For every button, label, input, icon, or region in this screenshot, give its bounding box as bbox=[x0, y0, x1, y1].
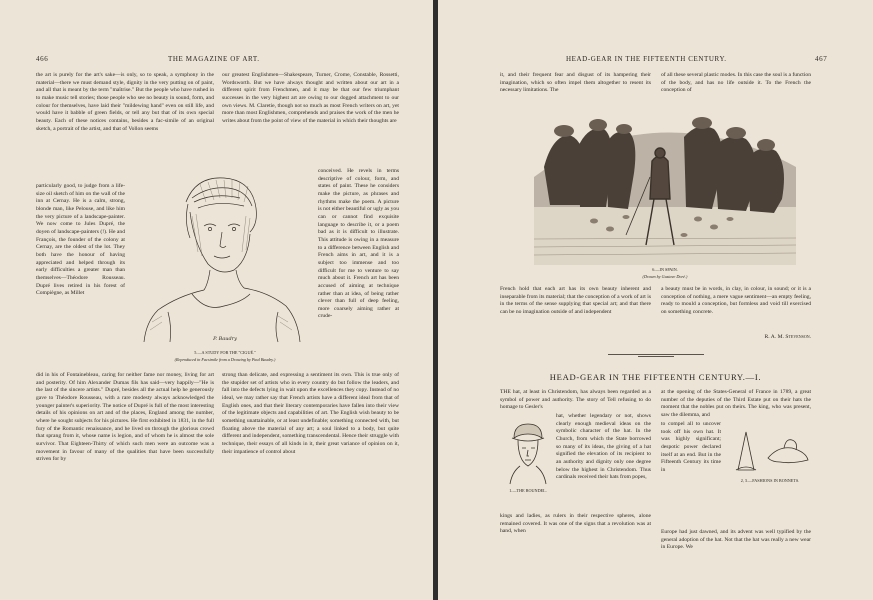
article-text: kings and ladies, as rulers in their respective spheres, alone remained covered. It was one of the signs that a revolution was at hand, when bbox=[500, 513, 651, 535]
article-text: hat, whether legendary or not, shows clearly enough medieval ideas on the symbolic character of the hat. In the Church, from which the State borrowed so many of its ideas, the giving of a hat signified the elevation of its recipient to an authority and dignity only one degree below the highest in Christendom. Thus cardinals received their hats from popes, bbox=[556, 413, 651, 481]
page-number: 466 bbox=[36, 55, 49, 63]
section-divider bbox=[608, 354, 704, 355]
page-number: 467 bbox=[815, 55, 828, 63]
body-text: conceived. He revels in terms descriptive of colour, form, and states of paint. These he considers make the picture, as phrases and rhythms make the poem. A picture is not either beautiful or ugly as you can or cannot find exquisite language to describe it, or a poem bad as it is difficult to illustrate. This attitude is owing in a measure to a difference between English and French aims in art, and it is a subject too immense and too difficult for me to venture to say much about it. French art has been accused of aiming at technique rather than at idea, of being rather clever than full of deep feeling, more coarsely aiming rather at crude- bbox=[318, 168, 399, 320]
article-title: HEAD-GEAR IN THE FIFTEENTH CENTURY.—I. bbox=[549, 372, 762, 382]
illustration-caption: 6.—IN SPAIN. bbox=[652, 267, 678, 272]
artist-signature: P. Baudry bbox=[213, 336, 237, 342]
figure-credit: (Reproduced in Facsimile from a Drawing by Paul Baudry.) bbox=[174, 357, 276, 362]
body-text: our greatest Englishmen—Shakespeare, Turner, Crome, Constable, Rossetti, Wordsworth. But we have always thought and written about our art in a different spirit from Frenchmen, and it may be that our few triumphant successes in the very highest art are owing to our dogged attachment to our own views. M. Claretie, though not so much as most French writers on art, yet more than most Englishmen, comprehends and praises the work of the men he writes about from the point of view of the material in which their thoughts are bbox=[222, 72, 399, 124]
roundel-headgear-figure bbox=[504, 420, 552, 486]
author-signature: R. A. M. Stevenson. bbox=[764, 334, 811, 340]
figure-caption: 5.—A STUDY FOR THE "CIGUË." bbox=[194, 350, 256, 355]
article-intro: THE hat, at least in Christendom, has always been regarded as a symbol of power and authority. The story of Tell refusing to do homage to Gesler's bbox=[500, 389, 651, 411]
right-page bbox=[438, 0, 873, 600]
portrait-sketch bbox=[128, 172, 314, 348]
running-head: HEAD-GEAR IN THE FIFTEENTH CENTURY. bbox=[566, 55, 727, 63]
bonnet-fashions-figure bbox=[728, 424, 812, 476]
body-text: French hold that each art has its own beauty inherent and inseparable from its material; that the conception of a work of art is in the terms of the sense supplying that special art; and that there can be no imagination outside of and independent bbox=[500, 286, 651, 315]
left-page bbox=[0, 0, 433, 600]
figure-caption: 1.—THE ROUNDEL. bbox=[509, 488, 547, 493]
illustration-credit: (Drawn by Gustave Doré.) bbox=[642, 274, 688, 279]
body-text: the art is purely for the art's sake—is only, so to speak, a symphony in the material—there we must demand style, dignity in the very putting on of paint, and all that is meant by the term "maîtrise." But the people who have rushed in to make music tell stories; those people who see no beauty in sound, form, and colour for themselves, have laid their "mildewing hand" even on still life, and would have it babble of green fields, or tell any but that of its own special beauty. Each of these notices contains, besides a fac-simile of an original sketch, a portrait of the artist, and that of Vollon seems bbox=[36, 72, 214, 132]
body-text: it, and their frequent fear and disgust of its hampering their imagination, which so often impel them altogether to resent its necessary limitations. The bbox=[500, 72, 651, 94]
article-text: Europe had just dawned, and its advent was well typified by the general adoption of the hat. Not that the hat was really a new wear in Europe. We bbox=[661, 529, 811, 551]
body-text: of all these several plastic modes. In this case the soul is a function of the body, and has no life outside it. To the French the conception of bbox=[661, 72, 811, 94]
body-text: did in his of Fontainebleau, caring for neither fame nor money, living for art and posterity. Of him Alexander Dumas fils has said—very happily—"He is the last of the sincere artists." Dupré, besides all the actual help he generously gave to Théodore Rousseau, with a rare modesty always acknowledged the younger painter's superiority. The notice of Dupré is full of the most interesting details of his opinions on art and of the places, England among the number, where he sought subjects for his pictures. He first exhibited in 1831, in the full fury of the Romantic renaissance, and he lived on through the glorious crowd that sprang from it, whose name is legion, and of whom he is almost the sole survivor. That Eighteen-Thirty of which such men were an outcome was a movement in favour of many of the qualities that have been successfully striven for by bbox=[36, 372, 214, 463]
article-text: at the opening of the States-General of France in 1789, a great number of the deputies of the Third Estate put on their hats the moment that the nobles put on theirs. The king, who was present, saw the dilemma, and bbox=[661, 389, 811, 418]
body-text: a beauty must be in words, in clay, in colour, in sound; or it is a conception of nothing, a mere vague sentiment—an empty feeling, ready to mould a conception, but formless and void till exercised on something concrete. bbox=[661, 286, 811, 315]
article-text: to compel all to uncover took off his own hat. It was highly significant; despotic power declared itself at an end. But in the Fifteenth Century its time in bbox=[661, 421, 721, 473]
running-head: THE MAGAZINE OF ART. bbox=[168, 55, 260, 63]
body-text: particularly good, to judge from a life-size oil sketch of him on the wall of the inn at Cernay. He is a calm, strong, blonde man, like Pelouse, and like him the very picture of a landscape-painter. We now come to Jules Dupré, the doyen of landscape-painters (!). He and François, the founder of the colony at Cernay, are the oldest of the lot. They both have the honour of having appreciated and helped through its early difficulties a greater man than themselves—Théodore Rousseau. Dupré lives retired in his forest of Compiègne, as Millet bbox=[36, 183, 125, 297]
body-text: strong than delicate, and expressing a sentiment its own. This is true only of the stupider set of artists who in every country do but follow the leaders, and fall into the defects lying in wait upon the excellences they copy. Instead of no ideal, we may rather say that French artists have a different ideal from that of English ones, and that their literary contemporaries have fallen into their view of the legitimate objects and capabilities of art. The English wish beauty to be something unattainable, or at least undefinable; something connected with, but floating above the material of any art; a soul linked to a body, but quite different and independent, something transcendental. Hence their struggle with technique, their essays of all kinds in it, their great variance of opinion on it, their impatience of control about bbox=[222, 372, 399, 455]
figure-caption: 2, 3.—FASHIONS IN BONNETS. bbox=[740, 478, 800, 483]
engraving-illustration bbox=[534, 107, 796, 265]
section-divider-ornament bbox=[638, 356, 674, 357]
